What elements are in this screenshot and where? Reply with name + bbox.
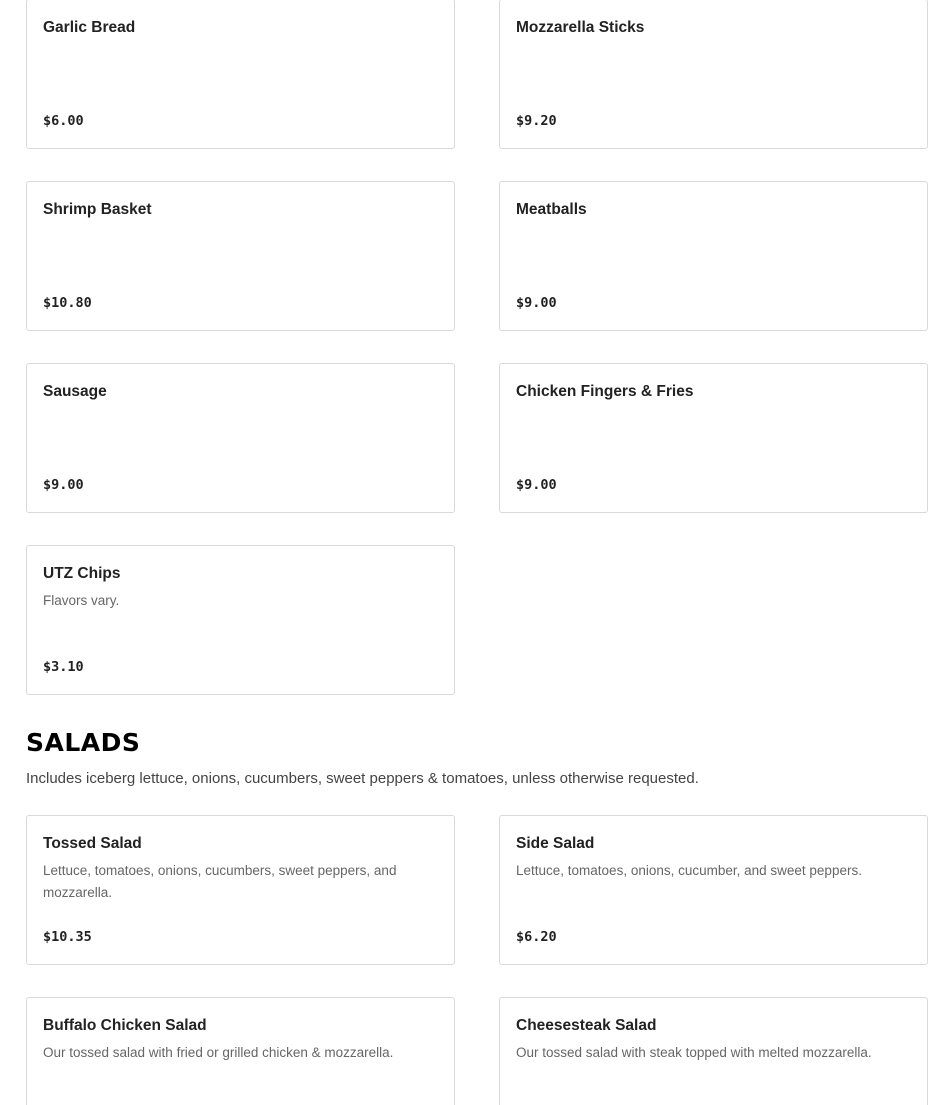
item-price: $10.35 <box>43 929 92 945</box>
item-name: Shrimp Basket <box>43 201 152 218</box>
item-name: Side Salad <box>516 835 595 852</box>
item-name: Meatballs <box>516 201 587 218</box>
menu-item-utz-chips[interactable] <box>26 545 455 695</box>
item-price: $9.00 <box>516 477 557 493</box>
item-description: Lettuce, tomatoes, onions, cucumber, and sweet peppers. <box>516 863 862 878</box>
item-description: Our tossed salad with steak topped with melted mozzarella. <box>516 1045 872 1060</box>
appetizers-grid <box>26 0 928 695</box>
item-description: Lettuce, tomatoes, onions, cucumbers, sweet peppers, and mozzarella. <box>43 863 397 900</box>
item-name: Chicken Fingers & Fries <box>516 383 694 400</box>
menu-item-sausage[interactable] <box>26 363 455 513</box>
menu-item-buffalo-chicken-salad[interactable] <box>26 997 455 1105</box>
menu-item-chicken-fingers-fries[interactable] <box>499 363 928 513</box>
menu-item-meatballs[interactable] <box>499 181 928 331</box>
item-price: $10.80 <box>43 295 92 311</box>
item-price: $9.00 <box>516 295 557 311</box>
item-price: $6.20 <box>516 929 557 945</box>
item-description: Our tossed salad with fried or grilled chicken & mozzarella. <box>43 1045 394 1060</box>
menu-item-side-salad[interactable] <box>499 815 928 965</box>
item-name: Mozzarella Sticks <box>516 19 645 36</box>
menu-item-garlic-bread[interactable] <box>26 0 455 149</box>
item-name: Cheesesteak Salad <box>516 1017 657 1034</box>
item-price: $9.20 <box>516 113 557 129</box>
item-name: UTZ Chips <box>43 565 121 582</box>
section-description: Includes iceberg lettuce, onions, cucumbers, sweet peppers & tomatoes, unless otherwise requested. <box>26 770 699 787</box>
menu-item-shrimp-basket[interactable] <box>26 181 455 331</box>
menu-item-tossed-salad[interactable] <box>26 815 455 965</box>
item-name: Buffalo Chicken Salad <box>43 1017 207 1034</box>
menu-item-cheesesteak-salad[interactable] <box>499 997 928 1105</box>
item-price: $6.00 <box>43 113 84 129</box>
item-price: $9.00 <box>43 477 84 493</box>
item-name: Garlic Bread <box>43 19 136 36</box>
item-name: Tossed Salad <box>43 835 142 852</box>
item-name: Sausage <box>43 383 107 400</box>
item-price: $3.10 <box>43 659 84 675</box>
salads-grid <box>26 815 928 1105</box>
section-title-salads: SALADS <box>26 728 141 757</box>
item-description: Flavors vary. <box>43 593 120 608</box>
menu-item-mozzarella-sticks[interactable] <box>499 0 928 149</box>
